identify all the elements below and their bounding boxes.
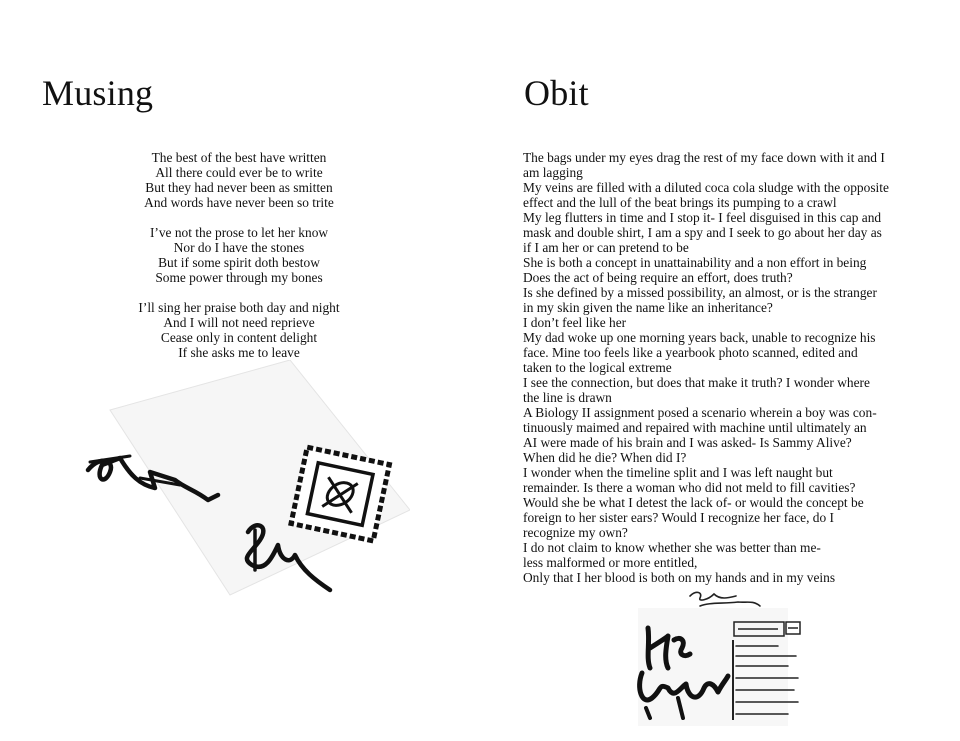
paper-background [638, 608, 788, 726]
prose-line: am lagging [523, 165, 583, 180]
poem-line: But if some spirit doth bestow [158, 255, 320, 270]
poem-line: I’ve not the prose to let her know [149, 225, 329, 240]
poem-line: The best of the best have written [151, 150, 327, 165]
prose-line: When did he die? When did I? [523, 450, 687, 465]
prose-line: remainder. Is there a woman who did not meld to fill cavities? [523, 480, 856, 495]
poem-line: And I will not need reprieve [163, 315, 315, 330]
stanza-3 [108, 300, 370, 360]
prose-line: I do not claim to know whether she was better than me- [523, 540, 821, 555]
poem-line: I’ll sing her praise both day and night [138, 300, 340, 315]
prose-line: Would she be what I detest the lack of- or would the concept be [523, 495, 864, 510]
signature-stamp-illustration [80, 360, 410, 600]
prose-line: She is both a concept in unattainability and a non effort in being [523, 255, 867, 270]
prose-line: My leg flutters in time and I stop it- I feel disguised in this cap and [523, 210, 882, 225]
poem-line: Cease only in content delight [160, 330, 318, 345]
prose-line: I don’t feel like her [523, 315, 627, 330]
prose-line: the line is drawn [523, 390, 612, 405]
prose-line: A Biology II assignment posed a scenario wherein a boy was con- [523, 405, 877, 420]
poem-line: If she asks me to leave [178, 345, 300, 360]
poem-line: But they had never been as smitten [145, 180, 333, 195]
prose-line: if I am her or can pretend to be [523, 240, 689, 255]
poem-obit [523, 150, 923, 585]
prose-line: My dad woke up one morning years back, unable to recognize his [523, 330, 876, 345]
postage-stamp [291, 447, 389, 541]
prose-line: in my skin given the name like an inheritance? [523, 300, 773, 315]
prose-line: The bags under my eyes drag the rest of my face down with it and I [523, 150, 885, 165]
stanza-2 [108, 225, 370, 285]
poem-title-musing: Musing [42, 73, 154, 113]
prose-line: less malformed or more entitled, [523, 555, 698, 570]
prose-line: mask and double shirt, I am a spy and I seek to go about her day as [523, 225, 882, 240]
prose-line: My veins are filled with a diluted coca cola sludge with the opposite [523, 180, 889, 195]
prose-line: I see the connection, but does that make it truth? I wonder where [523, 375, 870, 390]
poem-line: All there could ever be to write [155, 165, 323, 180]
prose-line: face. Mine too feels like a yearbook photo scanned, edited and [523, 345, 858, 360]
prose-line: I wonder when the timeline split and I was left naught but [523, 465, 833, 480]
prose-line: tinuously maimed and repaired with machine until ultimately an [523, 420, 867, 435]
prose-line: Is she defined by a missed possibility, an almost, or is the stranger [523, 285, 877, 300]
prose-line: Does the act of being require an effort, does truth? [523, 270, 793, 285]
handwritten-note [690, 592, 760, 606]
prose-line: Only that I her blood is both on my hands and in my veins [523, 570, 836, 585]
prose-line: AI were made of his brain and I was asked- Is Sammy Alive? [523, 435, 852, 450]
stanza-1 [108, 150, 370, 210]
poem-line: Some power through my bones [155, 270, 323, 285]
poem-title-obit: Obit [524, 73, 589, 113]
poem-line: Nor do I have the stones [173, 240, 305, 255]
prose-line: foreign to her sister ears? Would I recognize her face, do I [523, 510, 834, 525]
poem-musing [108, 150, 370, 375]
prose-line: taken to the logical extreme [523, 360, 672, 375]
signature-newspaper-illustration [628, 588, 808, 728]
poem-line: And words have never been so trite [144, 195, 334, 210]
prose-line: effect and the lull of the beat brings its pumping to a crawl [523, 195, 837, 210]
prose-line: recognize my own? [523, 525, 628, 540]
